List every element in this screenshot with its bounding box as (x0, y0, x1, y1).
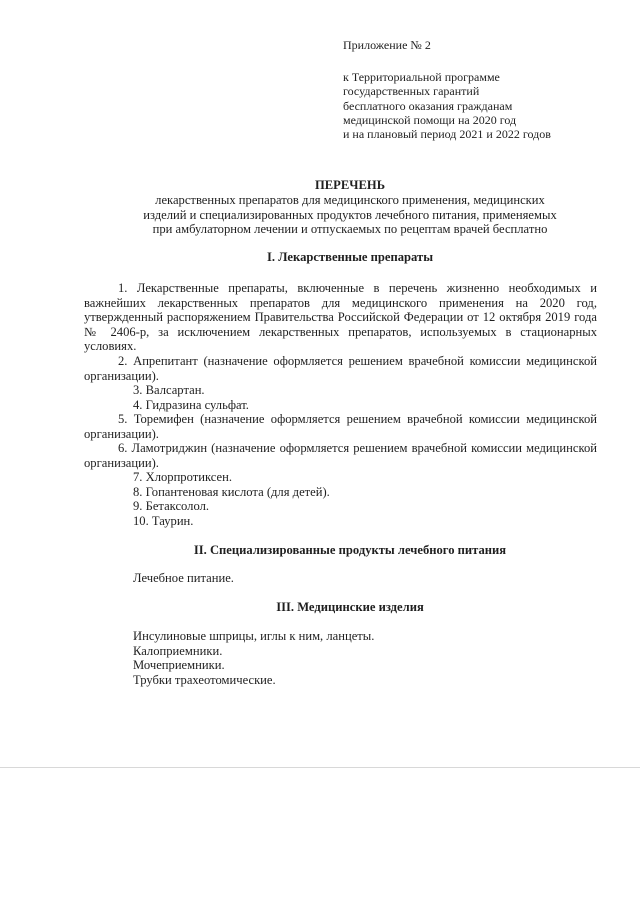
item-text: 1. Лекарственные препараты, включенные в перечень жизненно необходимых и важнейших лекарственных препаратов для медицинского применения на 2020 год, утвержденный распоряжением Правительства Российской Федерации от 12 октября 2019 года № 2406-р, за исключением лекарственных препаратов, используемых в стационарных условиях. (84, 281, 597, 354)
item-text: 8. Гопантеновая кислота (для детей). (133, 484, 330, 499)
title-line: лекарственных препаратов для медицинского применения, медицинских (155, 192, 545, 207)
item-text: 2. Апрепитант (назначение оформляется решением врачебной комиссии медицинской организации). (84, 354, 597, 383)
section-heading-1: I. Лекарственные препараты (266, 250, 434, 264)
list-item (133, 571, 234, 586)
item-text: Лечебное питание. (133, 571, 234, 585)
appendix-line: медицинской помощи на 2020 год (343, 112, 517, 127)
item-text: Мочеприемники. (133, 658, 225, 673)
section-heading-2: II. Специализированные продукты лечебного питания (193, 543, 507, 557)
document-title-block (80, 178, 620, 237)
item-text: Калоприемники. (133, 643, 223, 658)
appendix-line: государственных гарантий (343, 84, 480, 99)
item-text: 5. Торемифен (назначение оформляется решением врачебной комиссии медицинской организации). (84, 412, 597, 441)
list-item-group (133, 629, 374, 687)
item-text: 10. Таурин. (133, 513, 194, 528)
item-text: 3. Валсартан. (133, 383, 205, 397)
appendix-line: бесплатного оказания гражданам (343, 98, 513, 113)
item-text: 4. Гидразина сульфат. (133, 397, 249, 412)
page-divider (0, 767, 640, 768)
list-item (133, 470, 330, 528)
section-heading-3: III. Медицинские изделия (276, 600, 424, 614)
title-line: изделий и специализированных продуктов лечебного питания, применяемых (143, 207, 557, 222)
item-text: Трубки трахеотомические. (133, 672, 276, 687)
appendix-block (343, 38, 551, 141)
appendix-line: и на плановый период 2021 и 2022 годов (343, 127, 551, 142)
item-text: Инсулиновые шприцы, иглы к ним, ланцеты. (133, 629, 375, 643)
appendix-number: Приложение № 2 (343, 38, 431, 52)
title-line: при амбулаторном лечении и отпускаемых по рецептам врачей бесплатно (152, 222, 548, 237)
item-text: 9. Бетаксолол. (133, 499, 210, 514)
item-text: 7. Хлорпротиксен. (133, 470, 233, 484)
appendix-line: к Территориальной программе (343, 70, 500, 85)
item-text: 6. Ламотриджин (назначение оформляется решением врачебной комиссии медицинской организации). (84, 441, 597, 470)
list-item (133, 383, 249, 412)
document-title: ПЕРЕЧЕНЬ (314, 178, 386, 192)
